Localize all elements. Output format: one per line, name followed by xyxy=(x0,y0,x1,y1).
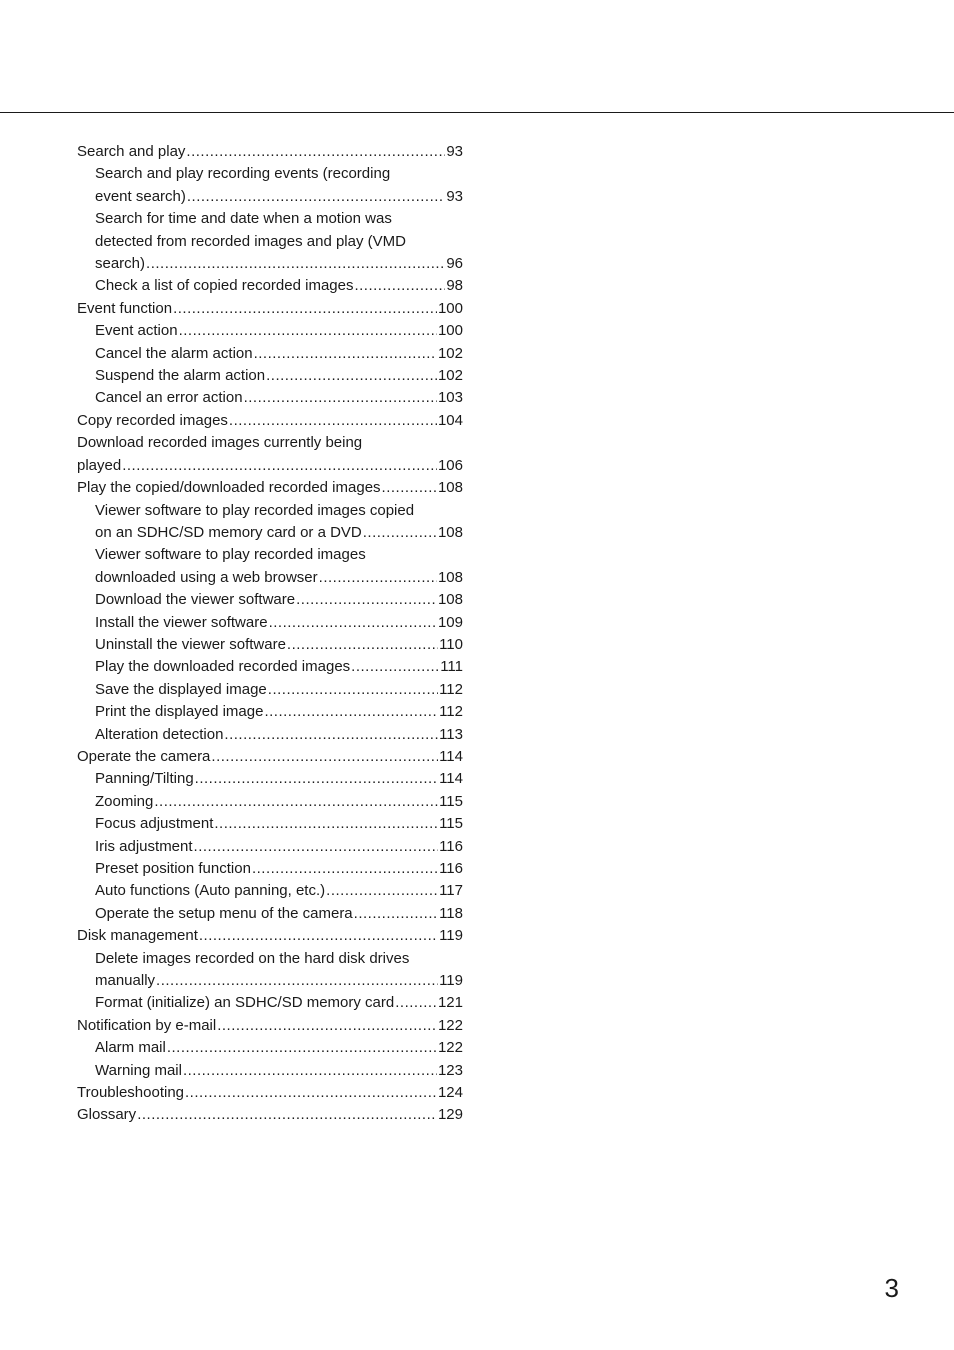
dot-leader xyxy=(287,634,438,656)
header-rule xyxy=(0,112,954,113)
toc-entry-label: Uninstall the viewer software xyxy=(95,635,286,653)
toc-entry-label: Operate the setup menu of the camera xyxy=(95,904,353,922)
dot-leader xyxy=(244,387,437,409)
toc-entry-page: 119 xyxy=(439,972,463,990)
toc-entry-line xyxy=(95,634,463,656)
toc-entry-page: 102 xyxy=(437,367,463,385)
toc-entry-label: event search) xyxy=(95,187,186,205)
toc-entry-label: on an SDHC/SD memory card or a DVD xyxy=(95,523,362,541)
dot-leader xyxy=(266,365,437,387)
toc-subentry xyxy=(77,880,463,902)
toc-entry xyxy=(77,925,463,947)
toc-entry-label: Install the viewer software xyxy=(95,613,268,631)
toc-entry-line xyxy=(95,768,463,790)
toc-entry-line xyxy=(77,925,463,947)
toc-entry-page: 102 xyxy=(437,344,463,362)
toc-entry-line xyxy=(95,275,463,297)
toc-entry xyxy=(77,1015,463,1037)
dot-leader xyxy=(224,724,438,746)
toc-entry-label: downloaded using a web browser xyxy=(95,568,318,586)
dot-leader xyxy=(326,880,438,902)
toc-entry-line xyxy=(95,903,463,925)
toc-entry-line xyxy=(95,679,463,701)
dot-leader xyxy=(211,746,438,768)
toc-entry-label: Zooming xyxy=(95,792,154,810)
toc-entry-line xyxy=(95,701,463,723)
toc-entry-line xyxy=(77,1104,463,1126)
toc-entry-line xyxy=(77,455,463,477)
toc-entry-page: 119 xyxy=(439,927,463,945)
toc-entry-label: Iris adjustment xyxy=(95,837,193,855)
toc-subentry xyxy=(77,679,463,701)
dot-leader xyxy=(195,768,438,790)
toc-entry-line xyxy=(95,365,463,387)
dot-leader xyxy=(122,455,437,477)
toc-entry-page: 106 xyxy=(437,456,463,474)
toc-entry-label: Suspend the alarm action xyxy=(95,367,266,385)
toc-entry-label: Focus adjustment xyxy=(95,815,214,833)
toc-entry-text: Viewer software to play recorded images copied xyxy=(95,501,415,519)
toc-subentry xyxy=(77,903,463,925)
toc-subentry xyxy=(77,1060,463,1082)
toc-entry-page: 108 xyxy=(437,479,463,497)
toc-subentry xyxy=(77,320,463,342)
toc-entry-text: Search and play recording events (recording xyxy=(95,165,391,183)
toc-entry xyxy=(77,746,463,768)
toc-entry-line xyxy=(95,836,463,858)
toc-subentry xyxy=(77,836,463,858)
toc-entry-label: Play the downloaded recorded images xyxy=(95,658,351,676)
toc-entry-text: Search for time and date when a motion was xyxy=(95,210,392,228)
toc-entry-page: 124 xyxy=(437,1084,463,1102)
toc-entry-text: Delete images recorded on the hard disk drives xyxy=(95,949,410,967)
toc-entry-page: 103 xyxy=(437,389,463,407)
toc-subentry xyxy=(77,208,463,275)
dot-leader xyxy=(354,275,445,297)
dot-leader xyxy=(269,612,437,634)
toc-entry-text: Viewer software to play recorded images xyxy=(95,546,366,564)
dot-leader xyxy=(351,656,439,678)
dot-leader xyxy=(229,410,437,432)
toc-entry-line xyxy=(95,880,463,902)
toc-entry xyxy=(77,1082,463,1104)
dot-leader xyxy=(395,992,437,1014)
toc-entry-page: 98 xyxy=(446,277,463,295)
toc-subentry xyxy=(77,701,463,723)
toc-entry-line xyxy=(95,1037,463,1059)
toc-entry-label: Operate the camera xyxy=(77,747,211,765)
dot-leader xyxy=(187,186,445,208)
toc-subentry xyxy=(77,343,463,365)
toc-entry xyxy=(77,1104,463,1126)
toc-entry-page: 108 xyxy=(437,591,463,609)
toc-entry-line xyxy=(95,343,463,365)
toc-entry-label: Preset position function xyxy=(95,860,251,877)
toc-subentry xyxy=(77,992,463,1014)
toc-entry-line xyxy=(95,724,463,746)
toc-entry-page: 117 xyxy=(439,882,463,900)
toc-entry-line xyxy=(77,410,463,432)
toc-entry-page: 109 xyxy=(437,613,463,631)
toc-entry-line xyxy=(95,813,463,835)
toc-entry-page: 96 xyxy=(446,255,463,273)
toc-entry-line xyxy=(95,791,463,813)
dot-leader xyxy=(254,343,437,365)
dot-leader xyxy=(354,903,438,925)
toc-entry-line xyxy=(77,141,463,163)
toc-subentry xyxy=(77,1037,463,1059)
toc-subentry xyxy=(77,275,463,297)
toc-entry-page: 122 xyxy=(437,1016,463,1034)
toc-entry-line xyxy=(95,387,463,409)
toc-entry-label: Alarm mail xyxy=(95,1039,166,1057)
toc-entry-label: Notification by e-mail xyxy=(77,1016,217,1034)
toc-entry xyxy=(77,477,463,499)
toc-entry-line xyxy=(95,522,463,544)
toc-entry-line xyxy=(95,970,463,992)
dot-leader xyxy=(296,589,437,611)
dot-leader xyxy=(194,836,439,858)
toc-subentry xyxy=(77,791,463,813)
toc-entry-line xyxy=(95,1060,463,1082)
toc-entry-page: 123 xyxy=(437,1061,463,1079)
toc-entry-page: 108 xyxy=(437,568,463,586)
dot-leader xyxy=(252,858,438,880)
toc-entry-page: 121 xyxy=(437,994,463,1012)
toc-entry-page: 100 xyxy=(437,322,463,340)
toc-entry-page: 114 xyxy=(439,747,463,765)
toc-subentry xyxy=(77,634,463,656)
toc-entry-label: Save the displayed image xyxy=(95,680,267,698)
toc-entry-line xyxy=(77,1015,463,1037)
toc-entry-text: Download recorded images currently being xyxy=(77,434,363,452)
toc-entry-page: 116 xyxy=(439,837,463,855)
toc-subentry xyxy=(77,724,463,746)
dot-leader xyxy=(179,320,437,342)
toc-subentry xyxy=(77,768,463,790)
toc-entry-line xyxy=(95,567,463,589)
toc-subentry xyxy=(77,589,463,611)
toc-entry-label: Download the viewer software xyxy=(95,591,296,609)
toc-subentry xyxy=(77,656,463,678)
toc-entry-label: Alteration detection xyxy=(95,725,224,743)
toc-entry-page: 110 xyxy=(439,635,463,653)
toc-entry-page: 93 xyxy=(446,187,463,205)
toc-entry-page: 112 xyxy=(439,680,463,698)
toc-entry-page: 108 xyxy=(437,523,463,541)
dot-leader xyxy=(154,791,438,813)
dot-leader xyxy=(382,477,437,499)
dot-leader xyxy=(167,1037,437,1059)
toc-entry-line xyxy=(95,612,463,634)
toc-entry-page: 112 xyxy=(439,703,463,721)
toc-entry-page: 118 xyxy=(439,904,463,922)
toc-entry-line xyxy=(77,1082,463,1104)
toc-entry-line xyxy=(77,298,463,320)
toc-entry-label: Event function xyxy=(77,299,173,317)
toc-entry-label: Search and play xyxy=(77,143,186,160)
toc-entry-label: Print the displayed image xyxy=(95,703,264,721)
toc-entry-label: Event action xyxy=(95,322,178,340)
toc-entry-label: Auto functions (Auto panning, etc.) xyxy=(95,882,326,900)
toc-entry-page: 114 xyxy=(439,770,463,788)
toc-entry-line xyxy=(95,656,463,678)
dot-leader xyxy=(363,522,437,544)
toc-subentry xyxy=(77,387,463,409)
toc-subentry xyxy=(77,948,463,993)
toc-entry-page: 93 xyxy=(446,143,463,160)
toc-entry-label: search) xyxy=(95,255,146,273)
toc-subentry xyxy=(77,544,463,589)
toc-entry-line xyxy=(95,253,463,275)
toc-entry-page: 129 xyxy=(437,1106,463,1124)
dot-leader xyxy=(146,253,445,275)
dot-leader xyxy=(199,925,438,947)
toc-entry-page: 122 xyxy=(437,1039,463,1057)
dot-leader xyxy=(319,567,437,589)
toc-entry-line xyxy=(95,186,463,208)
toc-entry-label: Disk management xyxy=(77,927,198,945)
dot-leader xyxy=(264,701,438,723)
toc-subentry xyxy=(77,612,463,634)
toc-entry xyxy=(77,141,463,163)
toc-entry-page: 115 xyxy=(439,792,463,810)
toc-entry-line xyxy=(95,858,463,880)
toc-entry-label: Troubleshooting xyxy=(77,1084,185,1102)
toc-entry-label: Cancel an error action xyxy=(95,389,243,407)
table-of-contents xyxy=(77,141,463,1127)
toc-subentry xyxy=(77,500,463,545)
dot-leader xyxy=(183,1060,437,1082)
toc-subentry xyxy=(77,858,463,880)
toc-entry-line xyxy=(95,589,463,611)
toc-entry-line xyxy=(95,992,463,1014)
dot-leader xyxy=(185,1082,437,1104)
toc-entry-page: 104 xyxy=(437,411,463,429)
toc-entry-line xyxy=(77,477,463,499)
toc-entry-label: Play the copied/downloaded recorded images xyxy=(77,479,381,497)
toc-entry-label: Format (initialize) an SDHC/SD memory card xyxy=(95,994,395,1012)
toc-entry-page: 113 xyxy=(439,725,463,743)
page-number: 3 xyxy=(884,1273,899,1303)
dot-leader xyxy=(214,813,438,835)
toc-entry-label: Panning/Tilting xyxy=(95,770,194,788)
toc-entry-page: 100 xyxy=(437,299,463,317)
dot-leader xyxy=(156,970,438,992)
toc-entry-page: 111 xyxy=(440,658,463,676)
toc-entry-page: 116 xyxy=(439,860,463,877)
toc-entry-line xyxy=(95,320,463,342)
toc-entry-text: detected from recorded images and play (VMD xyxy=(95,232,406,250)
toc-entry-label: manually xyxy=(95,972,156,990)
toc-entry-label: Warning mail xyxy=(95,1061,182,1079)
toc-entry-page: 115 xyxy=(439,815,463,833)
toc-entry xyxy=(77,410,463,432)
toc-entry-label: Cancel the alarm action xyxy=(95,344,253,362)
toc-subentry xyxy=(77,365,463,387)
dot-leader xyxy=(217,1015,437,1037)
toc-entry xyxy=(77,298,463,320)
toc-entry-label: Check a list of copied recorded images xyxy=(95,277,354,295)
dot-leader xyxy=(173,298,437,320)
toc-entry-label: played xyxy=(77,456,122,474)
toc-entry-line xyxy=(77,746,463,768)
dot-leader xyxy=(137,1104,437,1126)
toc-subentry xyxy=(77,163,463,208)
toc-subentry xyxy=(77,813,463,835)
toc-entry-label: Glossary xyxy=(77,1106,137,1124)
toc-entry-label: Copy recorded images xyxy=(77,411,228,429)
toc-entry xyxy=(77,432,463,477)
dot-leader xyxy=(268,679,438,701)
dot-leader xyxy=(186,141,445,163)
